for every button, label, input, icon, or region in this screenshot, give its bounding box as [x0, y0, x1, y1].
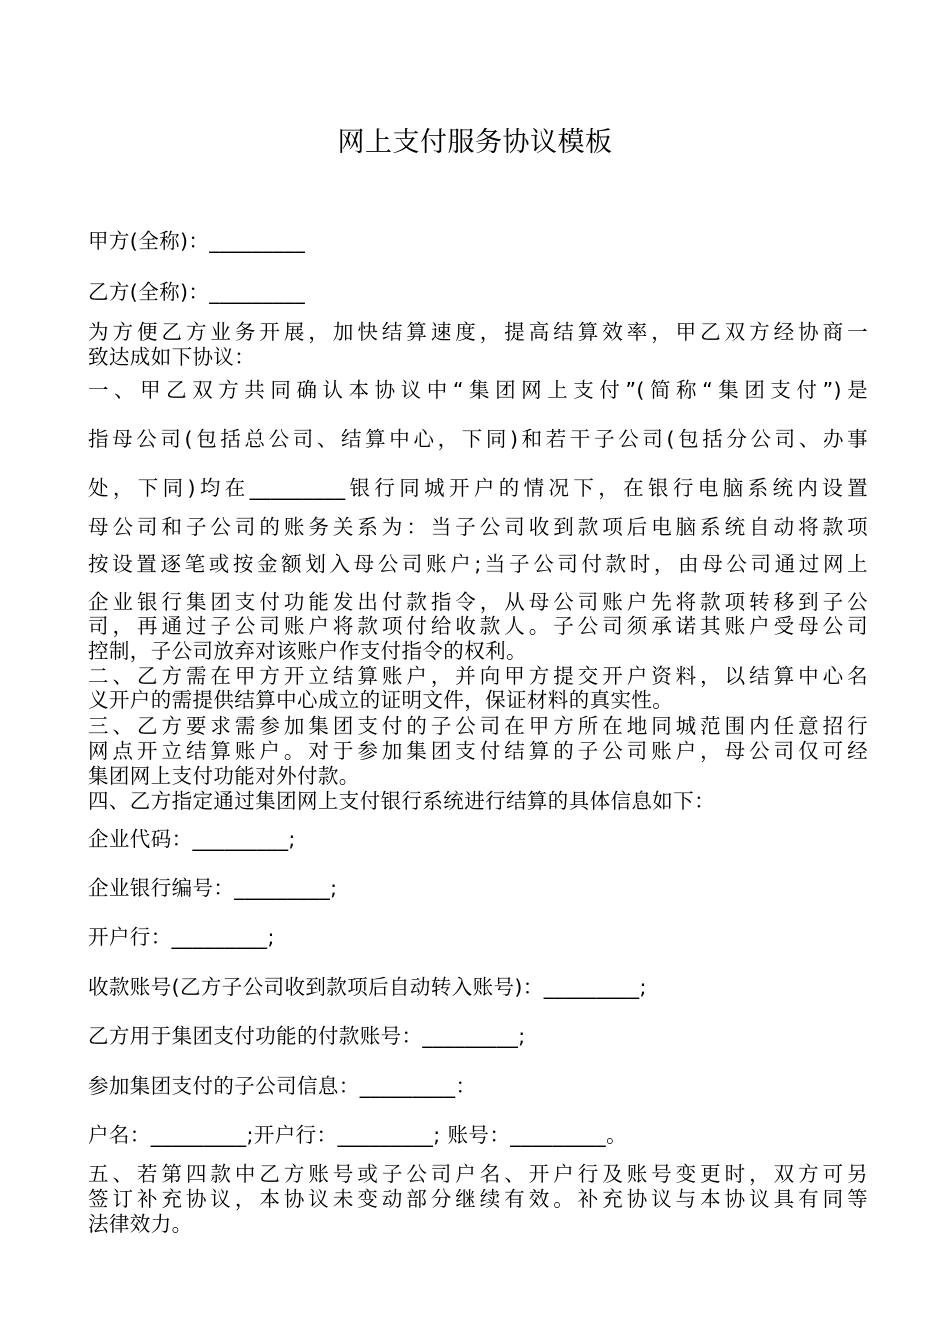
clause-1-line-5: 按设置逐笔或按金额划入母公司账户;当子公司付款时，由母公司通过网上 — [88, 552, 868, 576]
field-account-name-bank-number: 户名：_________;开户行：_________; 账号：_________。 — [88, 1123, 627, 1147]
clause-1-line-2: 指母公司(包括总公司、结算中心，下同)和若干子公司(包括分公司、办事 — [88, 427, 868, 451]
clause-4-heading: 四、乙方指定通过集团网上支付银行系统进行结算的具体信息如下： — [88, 789, 715, 813]
field-subsidiary-info: 参加集团支付的子公司信息：_________： — [88, 1074, 477, 1098]
clause-3-line-1: 三、乙方要求需参加集团支付的子公司在甲方所在地同城范围内任意招行 — [88, 714, 868, 738]
preamble-line-1: 为方便乙方业务开展，加快结算速度，提高结算效率，甲乙双方经协商一 — [88, 320, 868, 344]
preamble-line-2: 致达成如下协议： — [88, 345, 256, 369]
field-payment-account: 乙方用于集团支付功能的付款账号：_________; — [88, 1024, 526, 1048]
clause-1-line-1: 一、甲乙双方共同确认本协议中“集团网上支付”(简称“集团支付”)是 — [88, 378, 868, 402]
clause-5-line-2: 签订补充协议，本协议未变动部分继续有效。补充协议与本协议具有同等 — [88, 1187, 868, 1211]
clause-1-line-7: 司，再通过子公司账户将款项付给收款人。子公司须承诺其账户受母公司 — [88, 614, 868, 638]
clause-1-line-6: 企业银行集团支付功能发出付款指令，从母公司账户先将款项转移到子公 — [88, 590, 868, 614]
document-title: 网上支付服务协议模板 — [337, 127, 613, 158]
clause-2-line-1: 二、乙方需在甲方开立结算账户，并向甲方提交开户资料，以结算中心名 — [88, 664, 868, 688]
clause-1-line-3: 处，下同)均在_________银行同城开户的情况下，在银行电脑系统内设置 — [88, 476, 868, 500]
clause-5-line-1: 五、若第四款中乙方账号或子公司户名、开户行及账号变更时，双方可另 — [88, 1162, 868, 1186]
clause-1-line-8: 控制，子公司放弃对该账户作支付指令的权利。 — [88, 639, 527, 663]
clause-5-line-3: 法律效力。 — [88, 1212, 193, 1236]
clause-1-line-4: 母公司和子公司的账务关系为：当子公司收到款项后电脑系统自动将款项 — [88, 515, 868, 539]
field-enterprise-bank-number: 企业银行编号：_________; — [88, 876, 338, 900]
field-opening-bank: 开户行：_________; — [88, 925, 275, 949]
clause-3-line-2: 网点开立结算账户。对于参加集团支付结算的子公司账户，母公司仅可经 — [88, 739, 868, 763]
party-b-line: 乙方(全称)：_________ — [88, 280, 306, 304]
clause-3-line-3: 集团网上支付功能对外付款。 — [88, 764, 360, 788]
party-a-line: 甲方(全称)：_________ — [88, 229, 306, 253]
clause-2-line-2: 义开户的需提供结算中心成立的证明文件，保证材料的真实性。 — [88, 688, 674, 712]
field-receiving-account: 收款账号(乙方子公司收到款项后自动转入账号)：_________; — [88, 975, 647, 999]
field-enterprise-code: 企业代码：_________; — [88, 827, 296, 851]
